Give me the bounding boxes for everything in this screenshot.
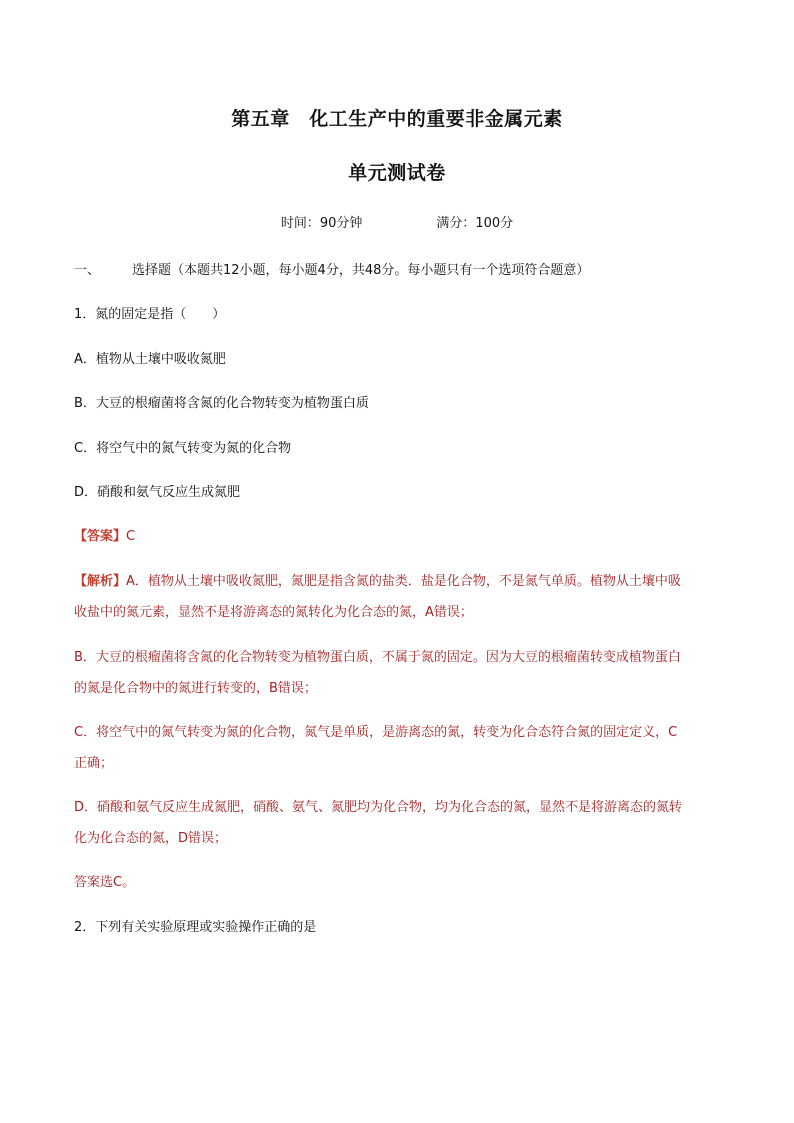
answer-value: C xyxy=(126,529,136,544)
question-1-stem: 1．氮的固定是指（ ） xyxy=(74,307,226,322)
analysis-line-1 xyxy=(74,570,681,589)
question-2-stem: 2．下列有关实验原理或实验操作正确的是 xyxy=(74,920,317,935)
analysis-line-4: 的氮是化合物中的氮进行转变的，B错误； xyxy=(74,681,317,696)
section-heading xyxy=(74,259,589,278)
section-text: 选择题（本题共12小题，每小题4分，共48分。每小题只有一个选项符合题意） xyxy=(132,263,590,278)
score-label: 满分：100分 xyxy=(436,216,514,231)
question-1-option-c: C．将空气中的氮气转变为氮的化合物 xyxy=(74,441,292,456)
chapter-title: 第五章 化工生产中的重要非金属元素 xyxy=(231,108,563,130)
question-1-option-b: B．大豆的根瘤菌将含氮的化合物转变为植物蛋白质 xyxy=(74,396,369,411)
answer-line xyxy=(74,525,135,544)
question-1-option-d: D．硝酸和氨气反应生成氮肥 xyxy=(74,485,241,500)
analysis-tag: 【解析】 xyxy=(74,574,127,589)
page-subtitle: 单元测试卷 xyxy=(348,162,446,184)
analysis-line-2: 收盐中的氮元素，显然不是将游离态的氮转化为化合态的氮，A错误； xyxy=(74,605,473,620)
answer-conclusion: 答案选C。 xyxy=(74,875,136,890)
analysis-line-6: 正确； xyxy=(74,756,114,771)
analysis-text-1: A．植物从土壤中吸收氮肥，氮肥是指含氮的盐类．盐是化合物，不是氮气单质。植物从土壤中吸 xyxy=(126,574,681,589)
time-label: 时间：90分钟 xyxy=(280,216,363,231)
analysis-line-7: D．硝酸和氨气反应生成氮肥，硝酸、氨气、氮肥均为化合物，均为化合态的氮，显然不是将游离态的氮转 xyxy=(74,800,683,815)
exam-meta xyxy=(0,212,794,231)
question-1-option-a: A．植物从土壤中吸收氮肥 xyxy=(74,352,226,367)
section-number: 一、 xyxy=(74,263,101,278)
analysis-line-8: 化为化合态的氮，D错误； xyxy=(74,831,228,846)
analysis-line-3: B．大豆的根瘤菌将含氮的化合物转变为植物蛋白质，不属于氮的固定。因为大豆的根瘤菌转变成植物蛋白 xyxy=(74,650,681,665)
answer-tag: 【答案】 xyxy=(74,529,127,544)
analysis-line-5: C．将空气中的氮气转变为氮的化合物，氮气是单质，是游离态的氮，转变为化合态符合氮的固定定义，C xyxy=(74,725,678,740)
